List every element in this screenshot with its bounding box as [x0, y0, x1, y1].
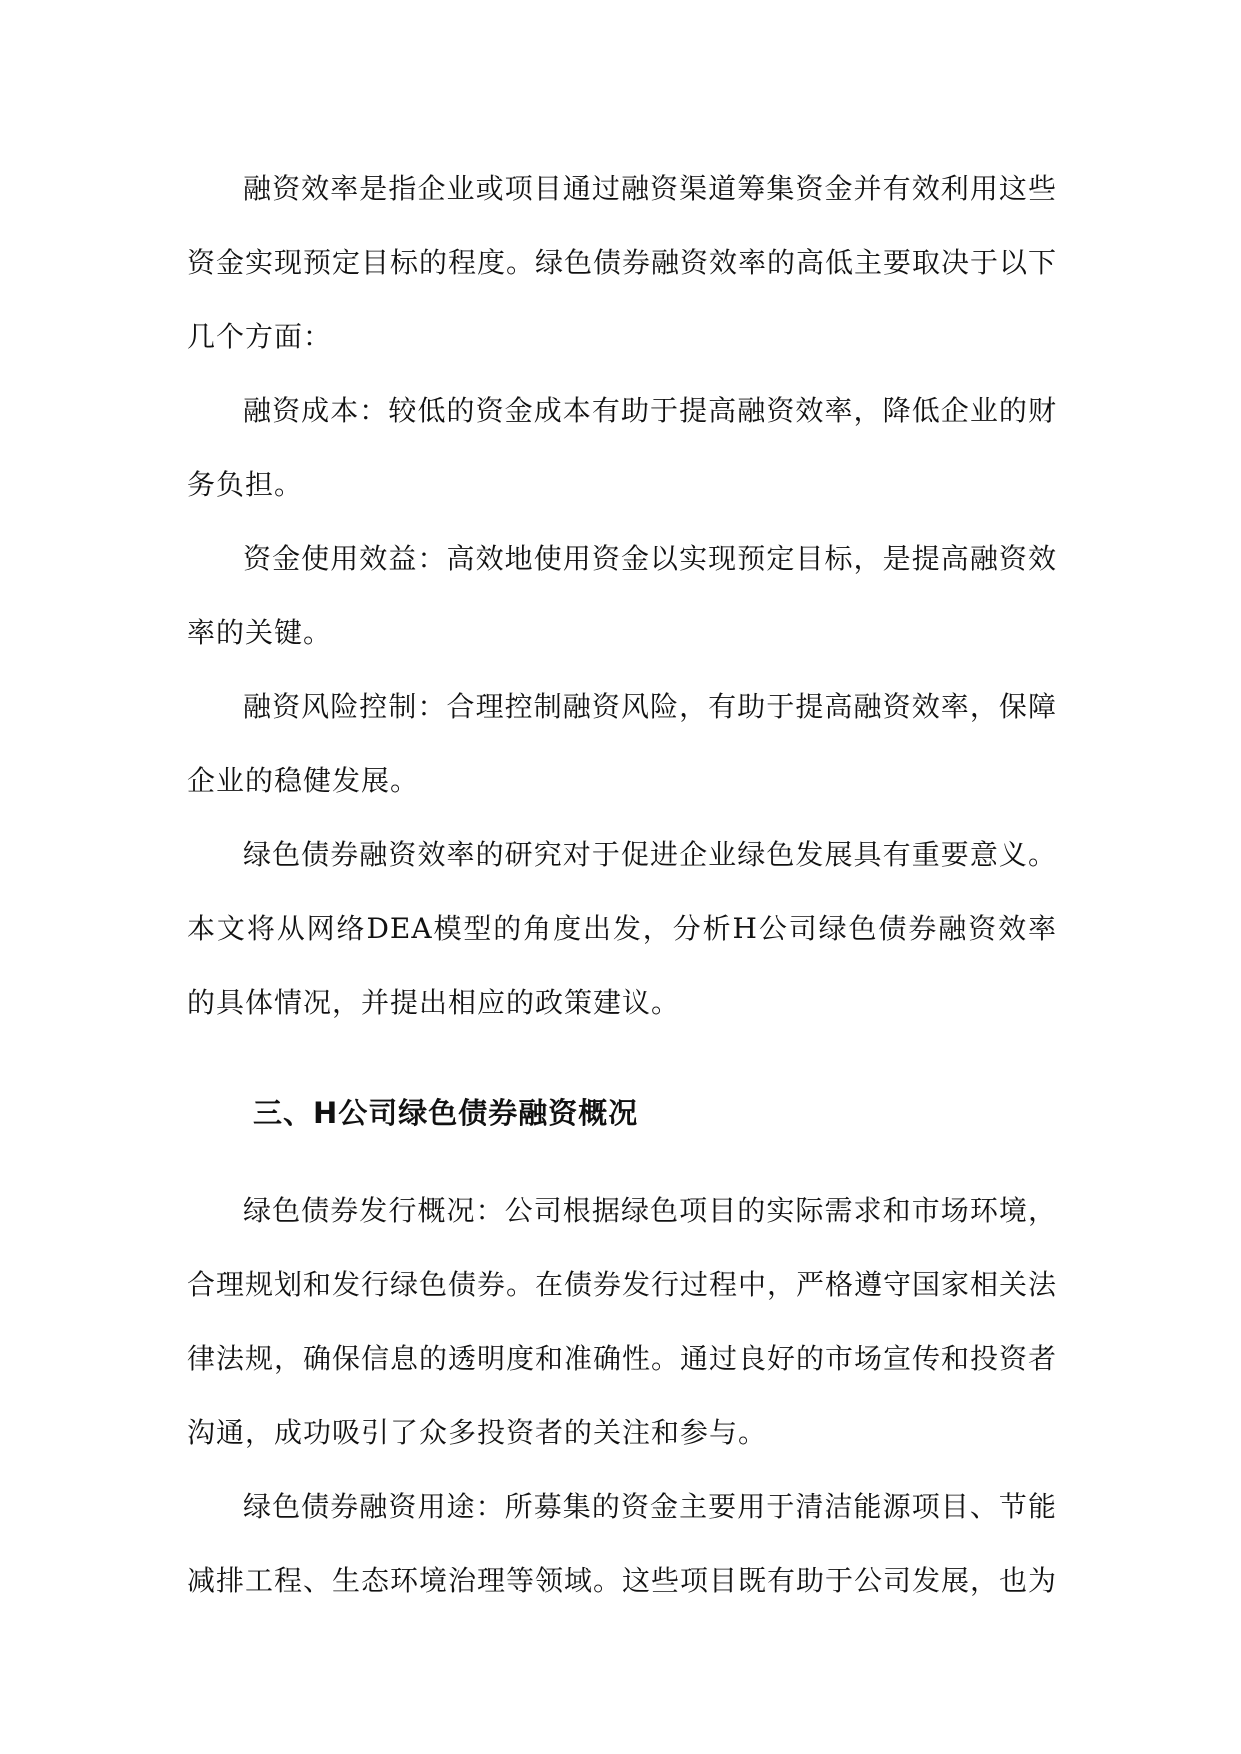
- paragraph-financing-risk-control: 融资风险控制：合理控制融资风险，有助于提高融资效率，保障企业的稳健发展。: [187, 690, 1057, 797]
- paragraph-issuance-overview: 绿色债券发行概况：公司根据绿色项目的实际需求和市场环境，合理规划和发行绿色债券。在债券发行过程中，严格遵守国家相关法律法规，确保信息的透明度和准确性。通过良好的市场宣传和投资者沟通，成功吸引了众多投资者的关注和参与。: [187, 1194, 1058, 1449]
- paragraph-fund-usage: 绿色债券融资用途：所募集的资金主要用于清洁能源项目、节能减排工程、生态环境治理等领域。这些项目既有助于公司发展，也为: [187, 1490, 1058, 1597]
- paragraph-financing-cost: 融资成本：较低的资金成本有助于提高融资效率，降低企业的财务负担。: [187, 394, 1057, 501]
- section-heading: 三、H公司绿色债券融资概况: [253, 1096, 639, 1130]
- paragraph-research-significance: 绿色债券融资效率的研究对于促进企业绿色发展具有重要意义。本文将从网络DEA模型的角度出发，分析H公司绿色债券融资效率的具体情况，并提出相应的政策建议。: [187, 838, 1057, 1019]
- document-body: [187, 152, 1057, 1618]
- paragraph-financing-efficiency-definition: 融资效率是指企业或项目通过融资渠道筹集资金并有效利用这些资金实现预定目标的程度。绿色债券融资效率的高低主要取决于以下几个方面：: [187, 172, 1058, 353]
- paragraph-fund-use-benefit: 资金使用效益：高效地使用资金以实现预定目标，是提高融资效率的关键。: [187, 542, 1057, 649]
